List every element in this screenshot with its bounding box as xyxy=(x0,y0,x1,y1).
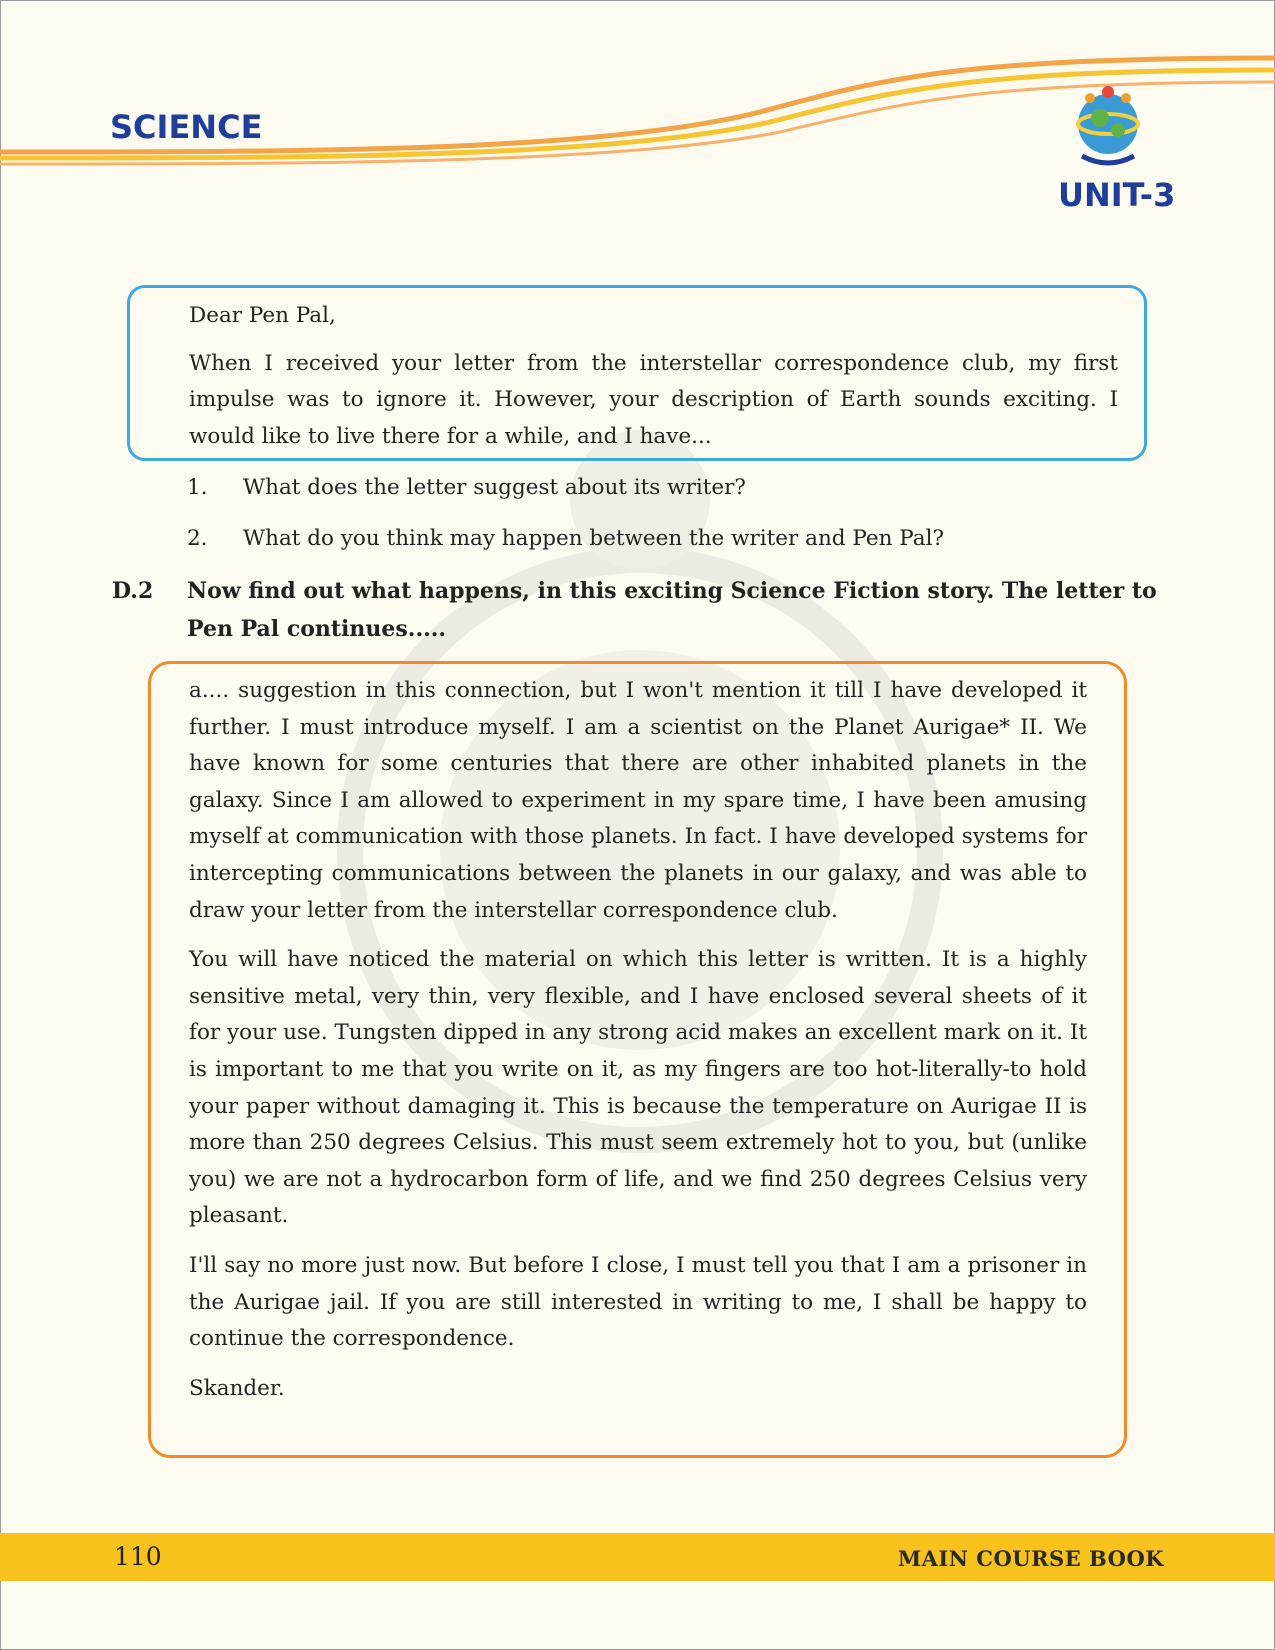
question-list xyxy=(187,470,1087,572)
section-title: SCIENCE xyxy=(110,108,263,146)
story-paragraph: a.... suggestion in this connection, but I won't mention it till I have developed it further. I must introduce myself. I am a scientist on the Planet Aurigae* II. We have known for some centuries that there are other inhabited planets in the galaxy. Since I am allowed to experiment in my spare time, I have been amusing myself at communication with those planets. In fact. I have developed systems for intercepting communications between the planets in our galaxy, and was able to draw your letter from the interstellar correspondence club. xyxy=(189,678,1087,923)
section-d2 xyxy=(112,572,1162,648)
story-signature: Skander. xyxy=(189,1375,285,1401)
page-number: 110 xyxy=(114,1542,162,1571)
intro-salutation: Dear Pen Pal, xyxy=(189,303,336,328)
intro-letter-body: When I received your letter from the interstellar correspondence club, my first impulse was to ignore it. However, your description of Earth sounds exciting. I would like to live there for a while, and I have... xyxy=(189,350,1118,449)
story-paragraph: You will have noticed the material on which this letter is written. It is a highly sensitive metal, very thin, very flexible, and I have enclosed several sheets of it for your use. Tungsten dipped in any strong acid makes an excellent mark on it. It is important to me that you write on it, as my fingers are too hot-literally-to hold your paper without damaging it. This is because the temperature on Aurigae II is more than 250 degrees Celsius. This must seem extremely hot to you, but (unlike you) we are not a hydrocarbon form of life, and we find 250 degrees Celsius very pleasant. xyxy=(189,947,1087,1229)
story-letter-box xyxy=(148,661,1127,1458)
story-paragraph: I'll say no more just now. But before I close, I must tell you that I am a prisoner in the Aurigae jail. If you are still interested in writing to me, I shall be happy to continue the correspondence. xyxy=(189,1252,1087,1352)
globe-logo-icon xyxy=(1068,82,1148,174)
question-item xyxy=(187,521,1087,557)
section-instruction: Now find out what happens, in this exciting Science Fiction story. The letter to Pen Pal continues..... xyxy=(187,578,1157,642)
question-text: What does the letter suggest about its writer? xyxy=(243,475,746,500)
question-number: 2. xyxy=(187,526,208,551)
section-label: D.2 xyxy=(112,578,154,604)
book-title: MAIN COURSE BOOK xyxy=(897,1546,1164,1571)
question-number: 1. xyxy=(187,475,208,500)
question-text: What do you think may happen between the writer and Pen Pal? xyxy=(243,526,945,551)
intro-letter-box xyxy=(127,285,1147,461)
question-item xyxy=(187,470,1087,506)
unit-label: UNIT-3 xyxy=(1058,176,1176,214)
